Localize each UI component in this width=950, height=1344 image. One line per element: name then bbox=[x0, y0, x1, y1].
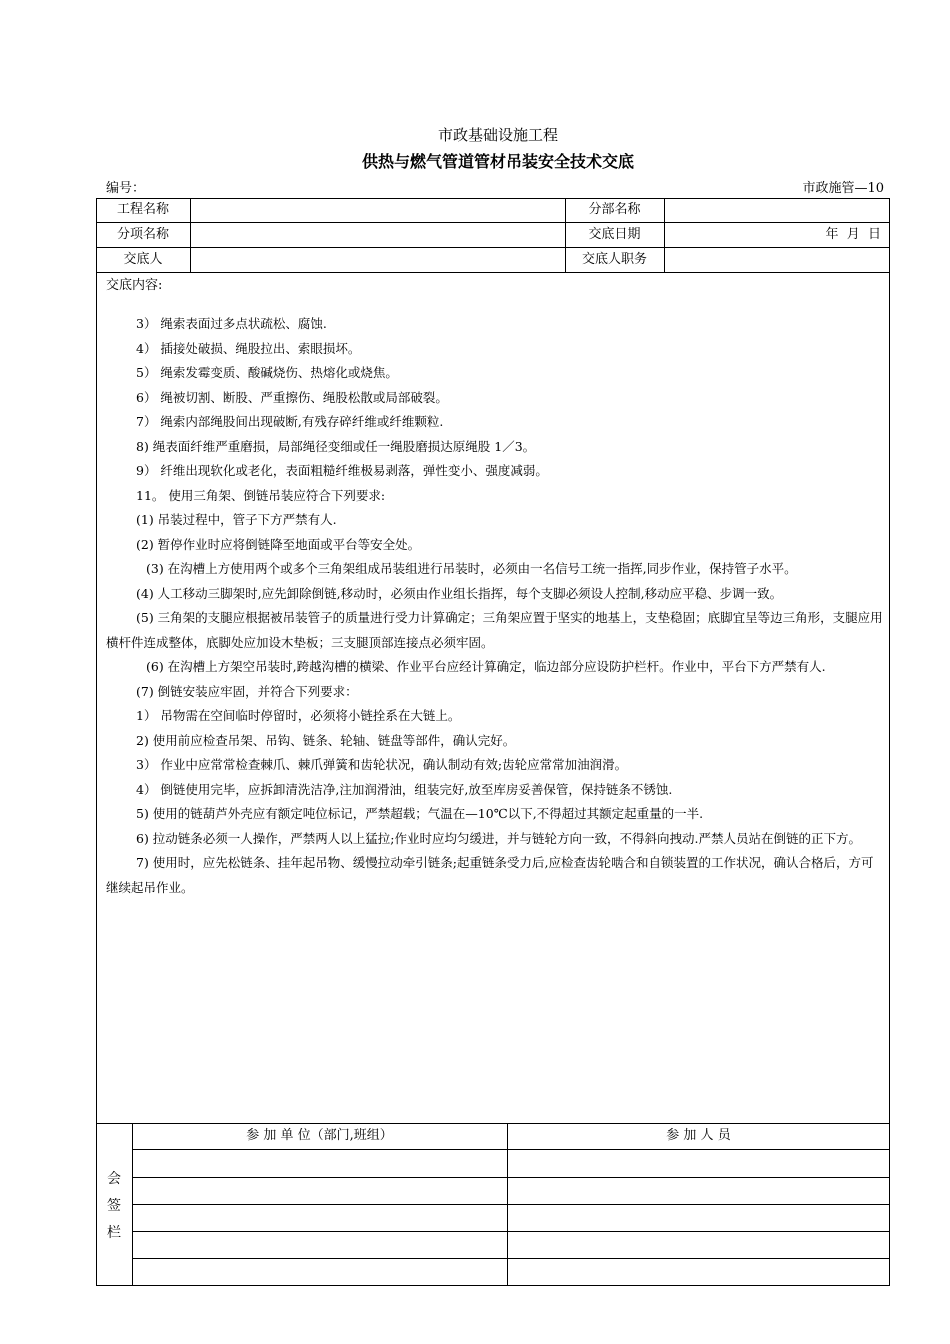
signoff-row-line bbox=[132, 1149, 890, 1150]
content-line: (3) 在沟槽上方使用两个或多个三角架组成吊装组进行吊装时，必须由一名信号工统一指挥,同步作业，保持管子水平。 bbox=[146, 561, 797, 576]
subitem-label: 分项名称 bbox=[116, 227, 169, 242]
presenter-value[interactable] bbox=[195, 248, 560, 272]
division-label: 分部名称 bbox=[588, 202, 641, 217]
content-line: 6） 绳被切割、断股、严重擦伤、绳股松散或局部破裂。 bbox=[136, 389, 448, 405]
presenter-title-label: 交底人职务 bbox=[581, 252, 647, 267]
signoff-vertical-label bbox=[97, 1166, 131, 1247]
people-header: 参 加 人 员 bbox=[666, 1128, 731, 1143]
presenter-label: 交底人 bbox=[123, 252, 163, 267]
project-category-title: 市政基础设施工程 bbox=[437, 126, 558, 144]
presenter-title-value[interactable] bbox=[669, 248, 884, 272]
unit-header: 参 加 单 位（部门,班组） bbox=[246, 1128, 393, 1143]
content-line: (1) 吊装过程中，管子下方严禁有人. bbox=[136, 512, 337, 527]
signoff-char: 会 bbox=[107, 1171, 121, 1187]
subitem-value[interactable] bbox=[195, 223, 560, 247]
content-line: 7) 使用时，应先松链条、挂年起吊物、缓慢拉动牵引链条;起重链条受力后,应检查齿轮啮合和自锁装置的工作状况，确认合格后，方可继续起吊作业。 bbox=[106, 855, 874, 895]
content-line: 3） 作业中应常常检查棘爪、棘爪弹簧和齿轮状况，确认制动有效;齿轮应常常加油润滑。 bbox=[136, 757, 628, 772]
content-line: 6) 拉动链条必须一人操作，严禁两人以上猛拉;作业时应均匀缓进，并与链轮方向一致，不得斜向拽动.严禁人员站在倒链的正下方。 bbox=[136, 830, 861, 846]
content-line: (6) 在沟槽上方架空吊装时,跨越沟槽的横梁、作业平台应经计算确定，临边部分应设防护栏杆。作业中，平台下方严禁有人. bbox=[146, 659, 826, 674]
content-line: (7) 倒链安装应牢固，并符合下列要求： bbox=[136, 683, 358, 699]
signoff-char: 栏 bbox=[107, 1225, 121, 1241]
content-body bbox=[106, 312, 884, 900]
division-value[interactable] bbox=[669, 198, 884, 222]
date-label: 交底日期 bbox=[588, 227, 641, 242]
number-value: 市政施管—10 bbox=[802, 181, 884, 196]
signoff-char: 签 bbox=[107, 1198, 121, 1214]
content-label: 交底内容: bbox=[106, 278, 163, 293]
table-divider bbox=[96, 272, 890, 273]
content-line: 4） 插接处破损、绳股拉出、索眼损坏。 bbox=[136, 340, 361, 356]
content-line: (4) 人工移动三脚架时,应先卸除倒链,移动时，必须由作业组长指挥，每个支脚必须设人控制,移动应平稳、步调一致。 bbox=[136, 585, 783, 601]
content-line: (5) 三角架的支腿应根据被吊装管子的质量进行受力计算确定；三角架应置于坚实的地基上，支垫稳固；底脚宜呈等边三角形，支腿应用横杆件连成整体，底脚处应加设木垫板；三支腿顶部连接点必须牢固。 bbox=[106, 610, 883, 650]
project-name-value[interactable] bbox=[195, 198, 560, 222]
project-name-label: 工程名称 bbox=[116, 202, 169, 217]
content-line: 3） 绳索表面过多点状疏松、腐蚀. bbox=[136, 316, 327, 331]
date-value[interactable]: 年 月 日 bbox=[825, 227, 881, 242]
signoff-row-line bbox=[132, 1204, 890, 1205]
content-line: 5) 使用的链葫芦外壳应有额定吨位标记，严禁超载；气温在—10℃以下,不得超过其额定起重量的一半. bbox=[136, 806, 704, 821]
signoff-row-line bbox=[132, 1231, 890, 1232]
content-line: 1） 吊物需在空间临时停留时，必须将小链拴系在大链上。 bbox=[136, 708, 461, 723]
content-line: (2) 暂停作业时应将倒链降至地面或平台等安全处。 bbox=[136, 536, 421, 552]
content-line: 5） 绳索发霉变质、酸碱烧伤、热熔化或烧焦。 bbox=[136, 365, 398, 380]
content-line: 2) 使用前应检查吊架、吊钩、链条、轮轴、链盘等部件，确认完好。 bbox=[136, 732, 516, 748]
content-line: 7） 绳索内部绳股间出现破断,有残存碎纤维或纤维颗粒. bbox=[136, 414, 444, 429]
content-line: 11。 使用三角架、倒链吊装应符合下列要求: bbox=[136, 487, 386, 503]
number-label: 编号： bbox=[106, 181, 146, 196]
table-divider bbox=[190, 198, 191, 272]
signoff-row-line bbox=[132, 1258, 890, 1259]
content-line: 8) 绳表面纤维严重磨损，局部绳径变细或任一绳股磨损达原绳股 1／3。 bbox=[136, 438, 536, 454]
table-divider bbox=[664, 198, 665, 272]
content-line: 9） 纤维出现软化或老化，表面粗糙纤维极易剥落，弹性变小、强度减弱。 bbox=[136, 463, 548, 478]
content-line: 4） 倒链使用完毕，应拆卸清洗洁净,注加润滑油，组装完好,放至库房妥善保管，保持链条不锈蚀. bbox=[136, 781, 673, 797]
signoff-row-line bbox=[132, 1177, 890, 1178]
document-title: 供热与燃气管道管材吊装安全技术交底 bbox=[361, 152, 634, 171]
